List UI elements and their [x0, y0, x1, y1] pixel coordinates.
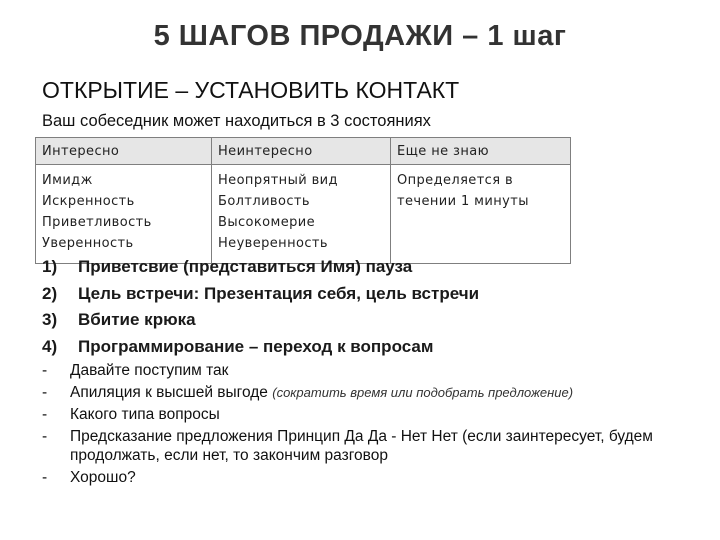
states-table: [35, 137, 571, 264]
header-interesting: Интересно: [36, 138, 212, 165]
cell-line: Искренность: [42, 194, 135, 209]
cell-line: Определяется в течении 1 минуты: [397, 173, 529, 209]
tip-text: Какого типа вопросы: [70, 406, 220, 423]
tips-list: [42, 361, 662, 490]
cell-interesting: [36, 165, 212, 264]
table-header-row: [36, 138, 571, 165]
step-number: 3): [42, 310, 58, 329]
step-number: 2): [42, 283, 58, 303]
cell-line: Болтливость: [218, 194, 310, 209]
list-item: [42, 334, 479, 361]
cell-line: Имидж: [42, 173, 93, 188]
tip-note: (сократить время или подобрать предложение): [272, 385, 574, 400]
table-row: [36, 165, 571, 264]
list-item: [42, 361, 662, 380]
dash-marker: -: [42, 384, 48, 401]
steps-list: [42, 254, 479, 360]
slide-subtitle: ОТКРЫТИЕ – УСТАНОВИТЬ КОНТАКТ: [42, 77, 460, 103]
tip-text: Хорошо?: [70, 469, 136, 486]
step-text: Цель встречи: Презентация себя, цель встречи: [78, 283, 480, 303]
step-number: 4): [42, 336, 58, 356]
intro-text: Ваш собеседник может находиться в 3 состояниях: [42, 112, 431, 130]
cell-line: Приветливость: [42, 215, 152, 230]
tip-text: Давайте поступим так: [70, 362, 229, 379]
step-number: 1): [42, 257, 58, 276]
step-text: Вбитие крюка: [78, 310, 196, 329]
dash-marker: -: [42, 362, 48, 379]
header-not-interesting: Неинтересно: [212, 138, 391, 165]
step-text: Программирование – переход к вопросам: [78, 336, 434, 356]
cell-dont-know: [391, 165, 571, 264]
list-item: [42, 383, 662, 402]
cell-not-interesting: [212, 165, 391, 264]
list-item: [42, 307, 479, 334]
step-text: Приветсвие (представиться Имя) пауза: [78, 257, 413, 276]
cell-line: Уверенность: [42, 236, 134, 251]
list-item: [42, 405, 662, 424]
dash-marker: -: [42, 428, 48, 445]
tip-text: Апиляция к высшей выгоде: [70, 384, 273, 401]
tip-text: Предсказание предложения Принцип Да Да - Нет Нет (если заинтересует, будем продолжать, если нет, то закончим разговор: [70, 428, 653, 464]
list-item: [42, 468, 662, 487]
list-item: [42, 254, 479, 281]
header-dont-know: Еще не знаю: [391, 138, 571, 165]
cell-line: Неопрятный вид: [218, 173, 338, 188]
dash-marker: -: [42, 469, 48, 486]
cell-line: Неуверенность: [218, 236, 328, 251]
list-item: [42, 427, 662, 465]
list-item: [42, 281, 479, 308]
cell-line: Высокомерие: [218, 215, 315, 230]
dash-marker: -: [42, 406, 48, 423]
slide-title: 5 ШАГОВ ПРОДАЖИ – 1 шаг: [153, 20, 567, 52]
